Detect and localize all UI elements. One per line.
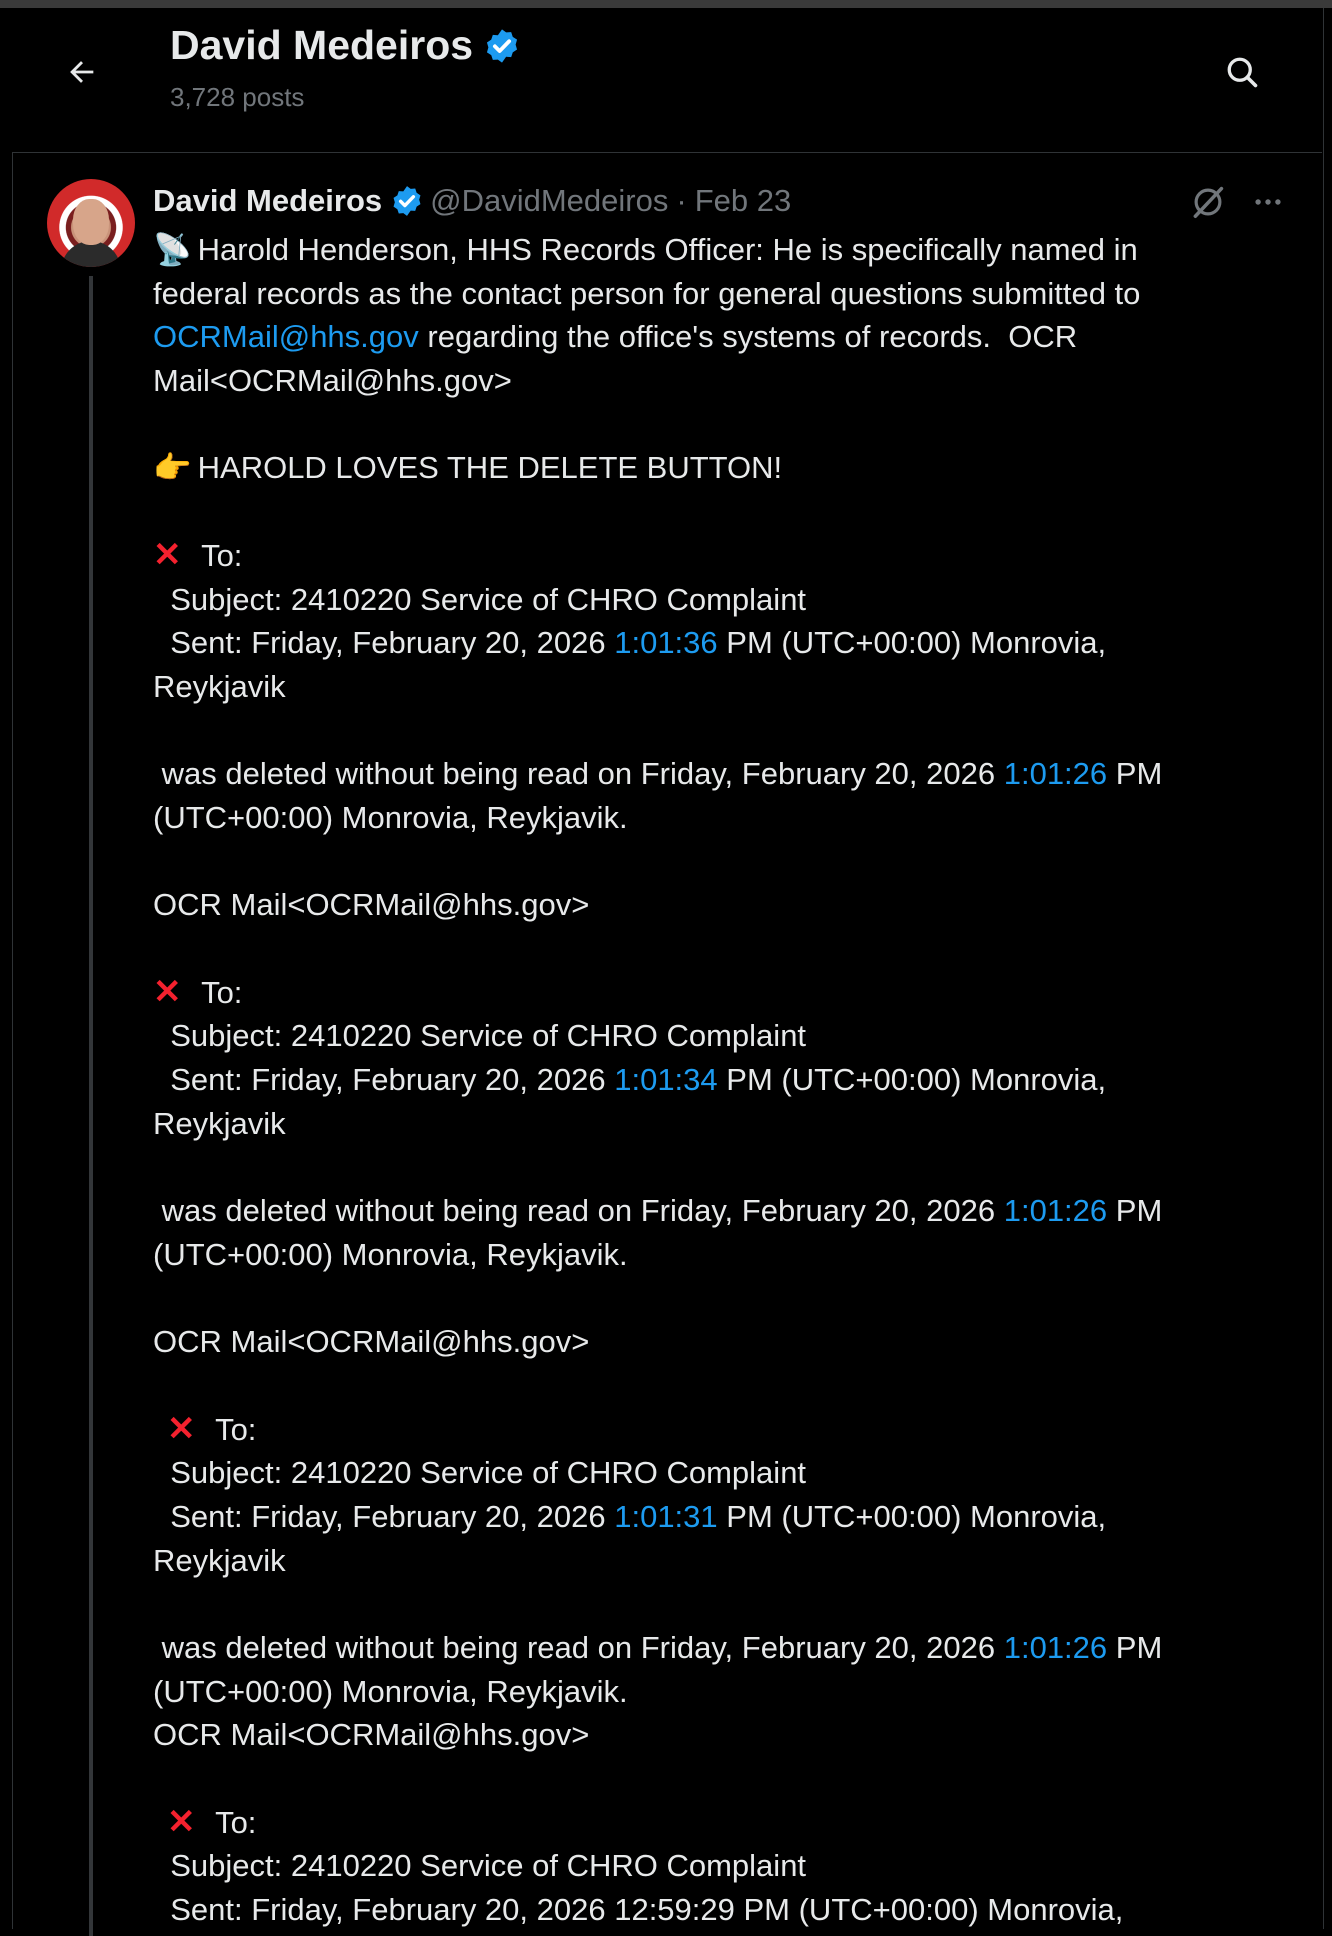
more-icon: [1251, 185, 1285, 219]
deleted-line: [153, 752, 1273, 796]
more-button[interactable]: [1244, 178, 1292, 226]
grok-icon: [1189, 183, 1227, 221]
text-line: (UTC+00:00) Monrovia, Reykjavik.: [153, 1236, 628, 1272]
time-link[interactable]: 1:01:34: [614, 1062, 718, 1098]
cross-mark-icon: ✕: [167, 1409, 196, 1448]
text-line: [153, 1801, 1273, 1845]
post-date[interactable]: Feb 23: [694, 183, 792, 218]
avatar-face: [73, 199, 109, 245]
blank-line: [153, 927, 1273, 971]
sent-line: [153, 621, 1273, 665]
window-top-strip: [0, 0, 1332, 8]
text-span: PM: [1107, 1193, 1163, 1229]
text-line: OCR Mail<OCRMail@hhs.gov>: [153, 887, 590, 923]
to-label: To:: [215, 1411, 257, 1447]
text-span: PM (UTC+00:00) Monrovia,: [717, 1498, 1107, 1534]
cross-mark-icon: ✕: [153, 535, 182, 574]
cross-mark-icon: ✕: [167, 1802, 196, 1841]
profile-name: David Medeiros: [170, 22, 474, 68]
blank-line: [153, 1757, 1273, 1801]
blank-line: [153, 840, 1273, 884]
text-span: Sent: Friday, February 20, 2026: [153, 625, 615, 661]
text-line: [153, 971, 1273, 1015]
author-handle[interactable]: @DavidMedeiros: [430, 183, 669, 218]
time-link[interactable]: 1:01:26: [1003, 1630, 1108, 1665]
search-button[interactable]: [1214, 44, 1270, 100]
text-line: OCR Mail<OCRMail@hhs.gov>: [153, 1717, 590, 1753]
text-line: Reykjavik: [153, 1542, 286, 1578]
post-count: 3,728 posts: [170, 82, 305, 112]
text-span: was deleted without being read on Friday, February 20, 2026: [153, 756, 1004, 792]
deleted-line: [153, 1189, 1273, 1233]
author-name[interactable]: David Medeiros: [153, 183, 383, 218]
profile-title: [170, 22, 521, 69]
text-span: Harold Henderson, HHS Records Officer: He is specifically named in: [197, 232, 1138, 267]
sent-line: [153, 1058, 1273, 1102]
text-line: Reykjavik: [153, 1105, 286, 1141]
post-header: [153, 178, 791, 224]
search-icon: [1224, 54, 1260, 90]
time-link[interactable]: 1:01:26: [1003, 1193, 1108, 1229]
text-span: Sent: Friday, February 20, 2026: [153, 1498, 615, 1534]
deleted-line: [153, 1626, 1273, 1670]
time-link[interactable]: 1:01:36: [614, 625, 718, 661]
sent-line: [153, 1495, 1273, 1539]
sent-line: Sent: Friday, February 20, 2026 12:59:29 PM (UTC+00:00) Monrovia,: [153, 1892, 1124, 1928]
subject-line: Subject: 2410220 Service of CHRO Complaint: [153, 581, 807, 617]
text-line: (UTC+00:00) Monrovia, Reykjavik.: [153, 1673, 628, 1709]
blank-line: [153, 1364, 1273, 1408]
text-span: was deleted without being read on Friday, February 20, 2026: [153, 1193, 1004, 1229]
text-line: federal records as the contact person for general questions submitted to: [153, 275, 1141, 311]
verified-badge-icon: [390, 184, 424, 218]
text-line: (UTC+00:00) Monrovia, Reykjavik.: [153, 799, 628, 835]
email-link[interactable]: OCRMail@hhs.gov: [153, 319, 419, 355]
text-line: [153, 446, 1273, 490]
pointing-hand-icon: 👉: [153, 450, 192, 486]
text-span: PM (UTC+00:00) Monrovia,: [717, 1062, 1107, 1098]
to-label: To:: [201, 974, 243, 1010]
thread-line: [89, 276, 93, 1936]
verified-badge: [390, 184, 424, 218]
verified-badge-icon: [483, 27, 521, 65]
time-link[interactable]: 1:01:26: [1003, 756, 1108, 792]
cross-mark-icon: ✕: [153, 972, 182, 1011]
to-label: To:: [201, 537, 243, 573]
satellite-icon: 📡: [153, 232, 192, 267]
blank-line: [153, 709, 1273, 753]
text-span: was deleted without being read on Friday, February 20, 2026: [153, 1630, 1004, 1665]
text-span: PM: [1107, 756, 1163, 792]
back-button[interactable]: [56, 46, 108, 98]
avatar[interactable]: [47, 179, 135, 267]
text-line: [153, 534, 1273, 578]
text-line: [153, 228, 1273, 272]
profile-header: [12, 8, 1322, 153]
text-span: regarding the office's systems of records. OCR: [418, 319, 1078, 355]
subject-line: Subject: 2410220 Service of CHRO Complaint: [153, 1455, 807, 1491]
text-span: Sent: Friday, February 20, 2026: [153, 1062, 615, 1098]
blank-line: [153, 1277, 1273, 1321]
blank-line: [153, 403, 1273, 447]
to-label: To:: [215, 1804, 257, 1840]
separator-dot: ·: [676, 183, 687, 218]
arrow-left-icon: [65, 55, 99, 89]
text-line: [153, 1408, 1273, 1452]
text-line: OCR Mail<OCRMail@hhs.gov>: [153, 1324, 590, 1360]
text-line: [153, 315, 1273, 359]
subject-line: Subject: 2410220 Service of CHRO Complaint: [153, 1018, 807, 1054]
blank-line: [153, 1582, 1273, 1626]
subject-line: Subject: 2410220 Service of CHRO Complaint: [153, 1848, 807, 1884]
post-text: [153, 228, 1273, 1932]
text-span: PM: [1107, 1630, 1163, 1665]
blank-line: [153, 1145, 1273, 1189]
grok-button[interactable]: [1184, 178, 1232, 226]
text-line: Mail<OCRMail@hhs.gov>: [153, 363, 512, 399]
text-span: PM (UTC+00:00) Monrovia,: [717, 625, 1107, 661]
time-link[interactable]: 1:01:31: [614, 1498, 718, 1534]
text-line: Reykjavik: [153, 668, 286, 704]
blank-line: [153, 490, 1273, 534]
text-span: HAROLD LOVES THE DELETE BUTTON!: [197, 450, 783, 486]
